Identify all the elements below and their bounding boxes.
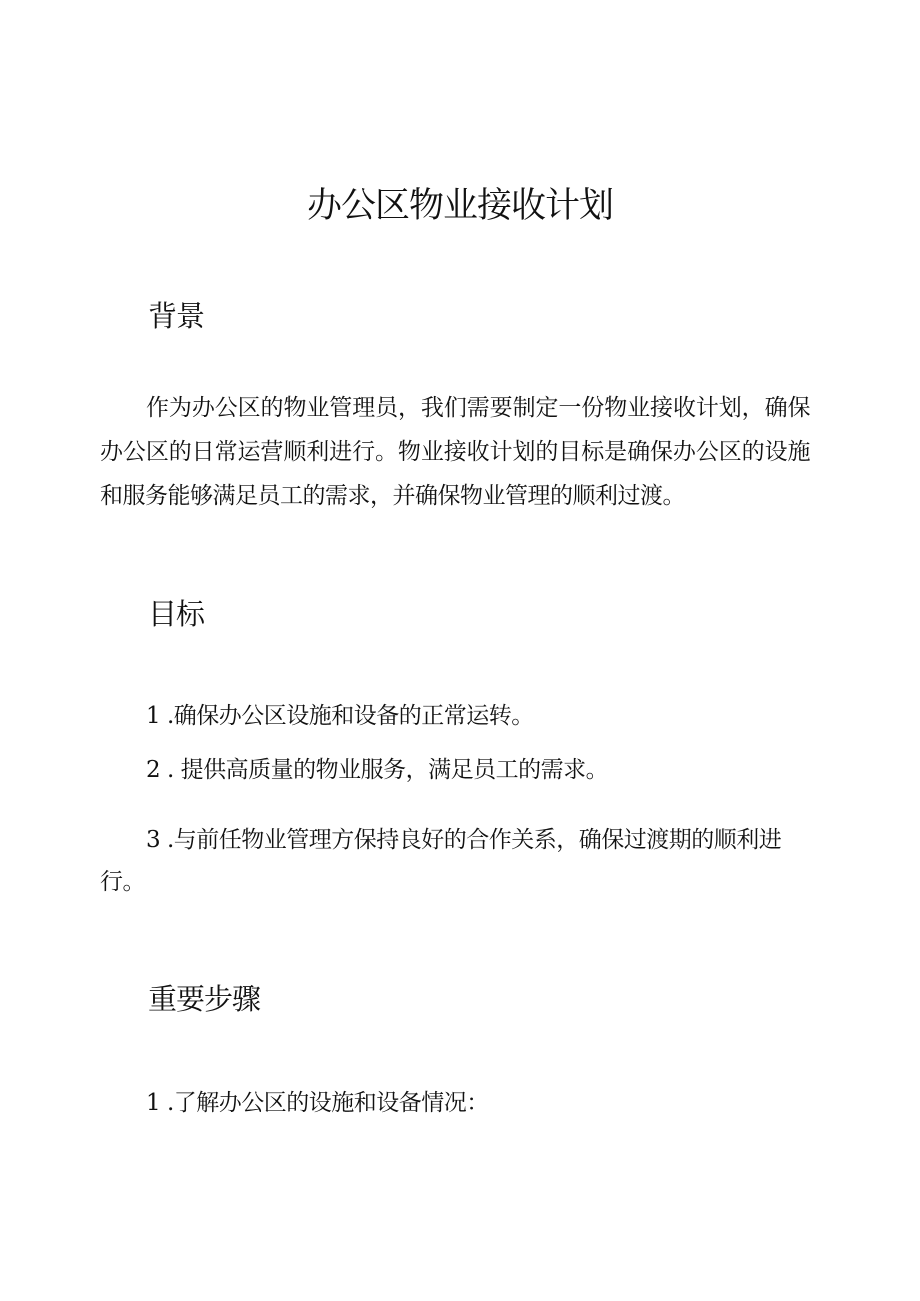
goal-item-3: 3 .与前任物业管理方保持良好的合作关系，确保过渡期的顺利进行。 (100, 827, 782, 895)
section-heading-key-steps: 重要步骤 (148, 982, 261, 1016)
document-title: 办公区物业接收计划 (306, 186, 613, 226)
goal-item-2: 2 . 提供高质量的物业服务，满足员工的需求。 (146, 757, 609, 783)
background-paragraph: 作为办公区的物业管理员，我们需要制定一份物业接收计划，确保办公区的日常运营顺利进行。物业接收计划的目标是确保办公区的设施和服务能够满足员工的需求，并确保物业管理的顺利过渡。 (100, 395, 810, 509)
section-heading-goals: 目标 (148, 597, 205, 631)
goal-item-1: 1 .确保办公区设施和设备的正常运转。 (146, 703, 534, 729)
section-heading-background: 背景 (148, 299, 205, 333)
step-item-1: 1 .了解办公区的设施和设备情况： (146, 1090, 489, 1116)
